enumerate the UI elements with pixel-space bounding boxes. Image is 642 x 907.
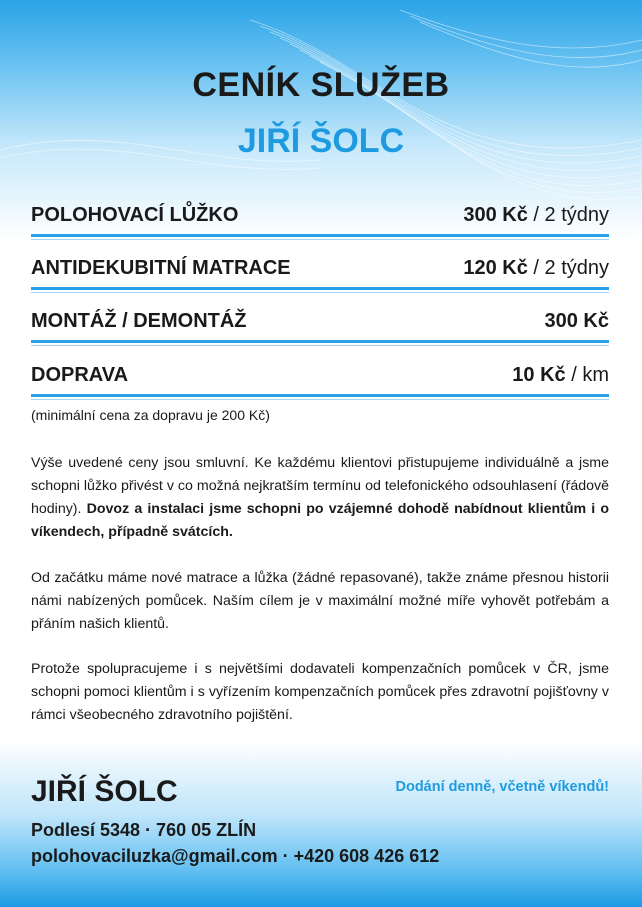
- paragraph-new-equipment: Od začátku máme nové matrace a lůžka (žádné repasované), takže známe přesnou historii námi nabízených pomůcek. Naším cílem je v maximální možné míře vyhovět potřebám a přáním našich klientů.: [31, 570, 609, 632]
- price-item-price: [512, 364, 609, 387]
- row-divider: [31, 340, 609, 343]
- page-subtitle: JIŘÍ ŠOLC: [237, 122, 405, 160]
- price-unit: / 2 týdny: [527, 204, 609, 226]
- row-divider-thin: [31, 239, 609, 240]
- transport-note: (minimální cena za dopravu je 200 Kč): [31, 407, 270, 423]
- row-divider-thin: [31, 399, 609, 400]
- price-row-transport: [31, 358, 609, 398]
- paragraph-text: Výše uvedené ceny jsou smluvní. Ke každému klientovi přistupujeme individuálně a jsme schopni lůžko přivést v co možná nejkratším termínu od telefonického odsouhlasení (řádově hodiny).: [31, 455, 609, 517]
- price-item-price: [463, 204, 609, 227]
- footer-contact: polohovaciluzka@gmail.com · +420 608 426 612: [31, 846, 440, 866]
- footer-slogan: Dodání denně, včetně víkendů!: [395, 779, 609, 795]
- price-item-price: [463, 257, 609, 280]
- paragraph-insurance: Protože spolupracujeme i s největšími dodavateli kompenzačních pomůcek v ČR, jsme schopni pomoci klientům i s vyřízením kompenzačních pomůcek přes zdravotní pojišťovny v rámci všeobecného zdravotního pojištění.: [31, 661, 609, 723]
- row-divider-thin: [31, 345, 609, 346]
- price-unit: / 2 týdny: [527, 257, 609, 279]
- price-item-name: MONTÁŽ / DEMONTÁŽ: [31, 310, 247, 332]
- price-row-bed: [31, 198, 609, 238]
- paragraph-pricing: [31, 452, 609, 544]
- row-divider: [31, 234, 609, 237]
- price-item-price: [545, 310, 610, 333]
- price-row-mattress: [31, 251, 609, 291]
- row-divider: [31, 394, 609, 397]
- price-amount: 120 Kč: [463, 257, 528, 279]
- price-item-name: ANTIDEKUBITNÍ MATRACE: [31, 257, 291, 279]
- price-unit: / km: [565, 364, 609, 386]
- page-title: CENÍK SLUŽEB: [192, 66, 450, 104]
- price-row-assembly: [31, 304, 609, 344]
- row-divider-thin: [31, 292, 609, 293]
- footer-company-name: JIŘÍ ŠOLC: [31, 775, 178, 808]
- price-item-name: POLOHOVACÍ LŮŽKO: [31, 204, 239, 226]
- price-item-name: DOPRAVA: [31, 364, 129, 386]
- footer-address: Podlesí 5348 · 760 05 ZLÍN: [31, 820, 257, 840]
- paragraph-bold-text: Dovoz a instalaci jsme schopni po vzájemné dohodě nabídnout klientům i o víkendech, případně svátcích.: [31, 501, 610, 540]
- price-amount: 300 Kč: [463, 204, 528, 226]
- price-amount: 10 Kč: [512, 364, 566, 386]
- row-divider: [31, 287, 609, 290]
- price-amount: 300 Kč: [544, 310, 609, 332]
